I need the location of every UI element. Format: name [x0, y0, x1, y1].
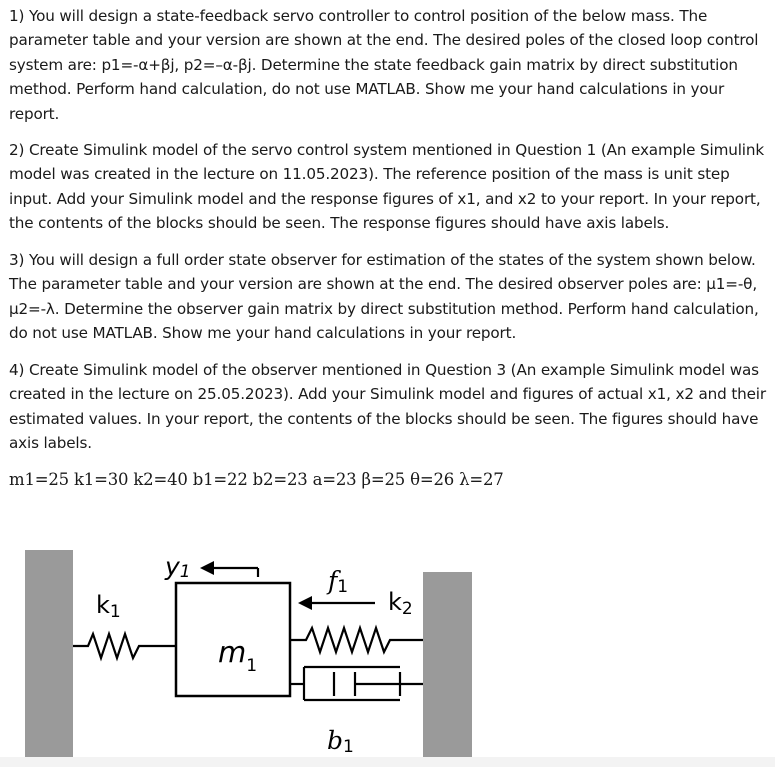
question-4: 4) Create Simulink model of the observer mentioned in Question 3 (An example Simulink model was created in the lecture on 25.05.2023). Add your Simulink model and figures of actual x1, x2 and their estimated values. In your report, the contents of the blocks should be seen. The figures should have axis labels.: [9, 361, 766, 453]
left-wall: [25, 550, 73, 757]
y1-arrowhead: [200, 561, 214, 575]
spring-k2: [290, 628, 423, 652]
spring-k1: [73, 634, 176, 658]
label-k1: k1: [96, 591, 121, 622]
damper-b1: [290, 667, 423, 700]
mass-spring-damper-diagram: [0, 540, 775, 757]
bottom-strip: [0, 757, 775, 767]
right-wall: [423, 572, 472, 757]
f1-arrowhead: [298, 596, 312, 610]
parameter-line: m1=25 k1=30 k2=40 b1=22 b2=23 a=23 β=25 θ=26 λ=27: [9, 470, 504, 489]
label-b1: b1: [327, 726, 354, 757]
question-1: 1) You will design a state-feedback servo controller to control position of the below mass. The parameter table and your version are shown at the end. The desired poles of the closed loop control system are: p1=-α+βj, p2=–α-βj. Determine the state feedback gain matrix by direct substitution method. Perform hand calculation, do not use MATLAB. Show me your hand calculations in your report.: [9, 7, 759, 123]
question-2: 2) Create Simulink model of the servo control system mentioned in Question 1 (An example Simulink model was created in the lecture on 11.05.2023). The reference position of the mass is unit step input. Add your Simulink model and the response figures of x1, and x2 to your report. In your report, the contents of the blocks should be seen. The response figures should have axis labels.: [9, 141, 764, 233]
question-3: 3) You will design a full order state observer for estimation of the states of the system shown below. The parameter table and your version are shown at the end. The desired observer poles are: μ1=-θ, μ2=-λ. Determine the observer gain matrix by direct substitution method. Perform hand calculation, do not use MATLAB. Show me your hand calculations in your report.: [9, 251, 759, 343]
y1-arrow: [212, 568, 258, 577]
label-m1: $m_1$: [218, 635, 258, 676]
label-f1: f1: [328, 566, 349, 597]
label-y1: y1: [165, 552, 191, 582]
label-k2: k2: [388, 588, 413, 619]
